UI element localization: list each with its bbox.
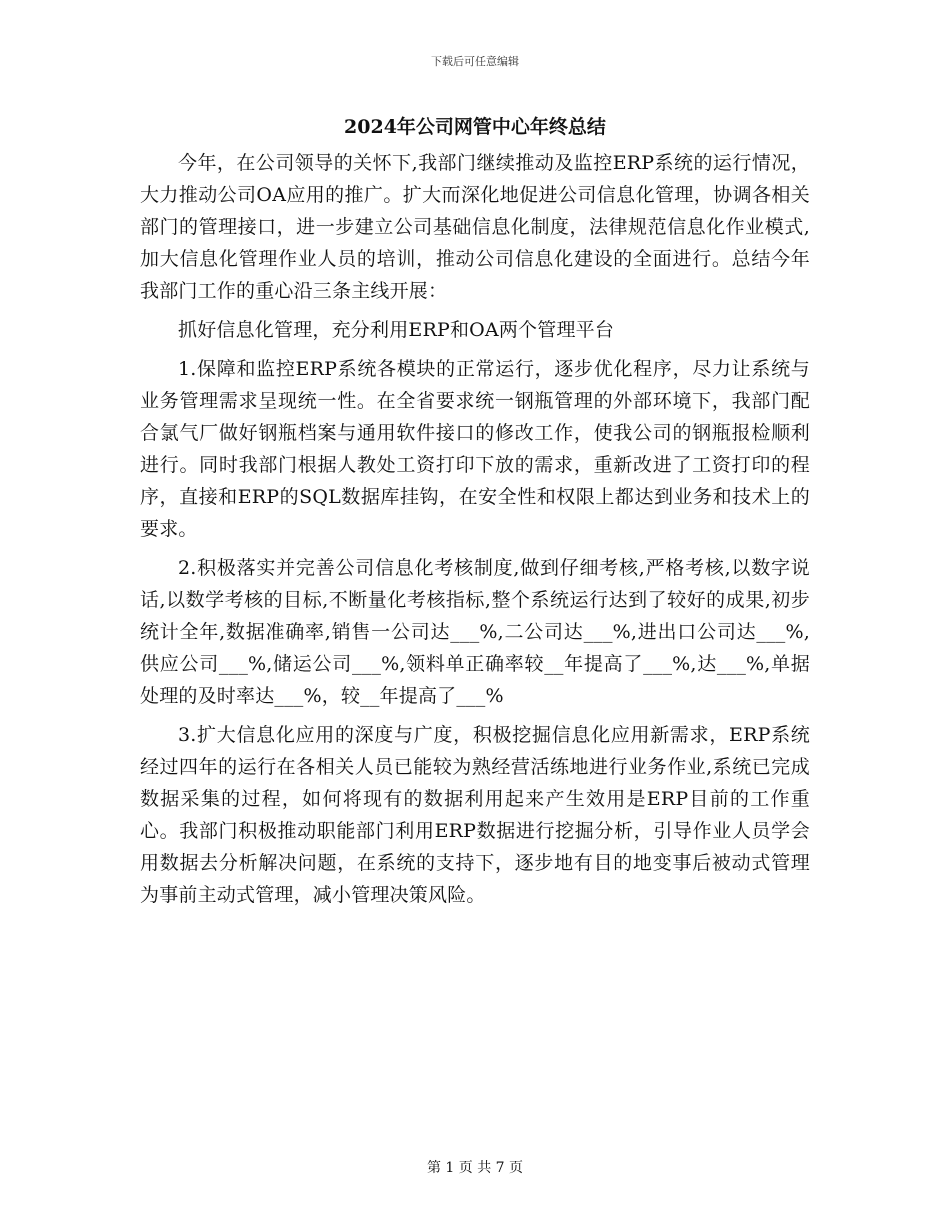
header-note: 下载后可任意编辑 bbox=[431, 55, 519, 68]
document-title: 2024年公司网管中心年终总结 bbox=[344, 116, 606, 138]
paragraph-section-heading: 抓好信息化管理，充分利用ERP和OA两个管理平台 bbox=[178, 319, 615, 341]
document-body bbox=[140, 110, 810, 918]
paragraph-intro: 今年，在公司领导的关怀下,我部门继续推动及监控ERP系统的运行情况，大力推动公司OA应用的推广。扩大而深化地促进公司信息化管理，协调各相关部门的管理接口，进一步建立公司基础信息化制度，法律规范信息化作业模式,加大信息化管理作业人员的培训，推动公司信息化建设的全面进行。总结今年我部门工作的重心沿三条主线开展： bbox=[140, 152, 810, 302]
page-number: 第 1 页 共 7 页 bbox=[426, 1160, 524, 1176]
paragraph-item-3: 3.扩大信息化应用的深度与广度，积极挖掘信息化应用新需求，ERP系统经过四年的运行在各相关人员已能较为熟经营活练地进行业务作业,系统已完成数据采集的过程，如何将现有的数据利用起来产生效用是ERP目前的工作重心。我部门积极推动职能部门利用ERP数据进行挖掘分析，引导作业人员学会用数据去分析解决问题，在系统的支持下，逐步地有目的地变事后被动式管理为事前主动式管理，减小管理决策风险。 bbox=[140, 724, 810, 906]
paragraph-item-2: 2.积极落实并完善公司信息化考核制度,做到仔细考核,严格考核,以数字说话,以数学考核的目标,不断量化考核指标,整个系统运行达到了较好的成果,初步统计全年,数据准确率,销售一公司达___%,二公司达___%,进出口公司达___%,供应公司___%,储运公司___%,领料单正确率较__年提高了___%,达___%,单据处理的及时率达___%，较__年提高了___% bbox=[140, 557, 810, 707]
paragraph-item-1: 1.保障和监控ERP系统各模块的正常运行，逐步优化程序，尽力让系统与业务管理需求呈现统一性。在全省要求统一钢瓶管理的外部环境下，我部门配合氯气厂做好钢瓶档案与通用软件接口的修改工作，使我公司的钢瓶报检顺利进行。同时我部门根据人教处工资打印下放的需求，重新改进了工资打印的程序，直接和ERP的SQL数据库挂钩，在安全性和权限上都达到业务和技术上的要求。 bbox=[140, 358, 810, 540]
